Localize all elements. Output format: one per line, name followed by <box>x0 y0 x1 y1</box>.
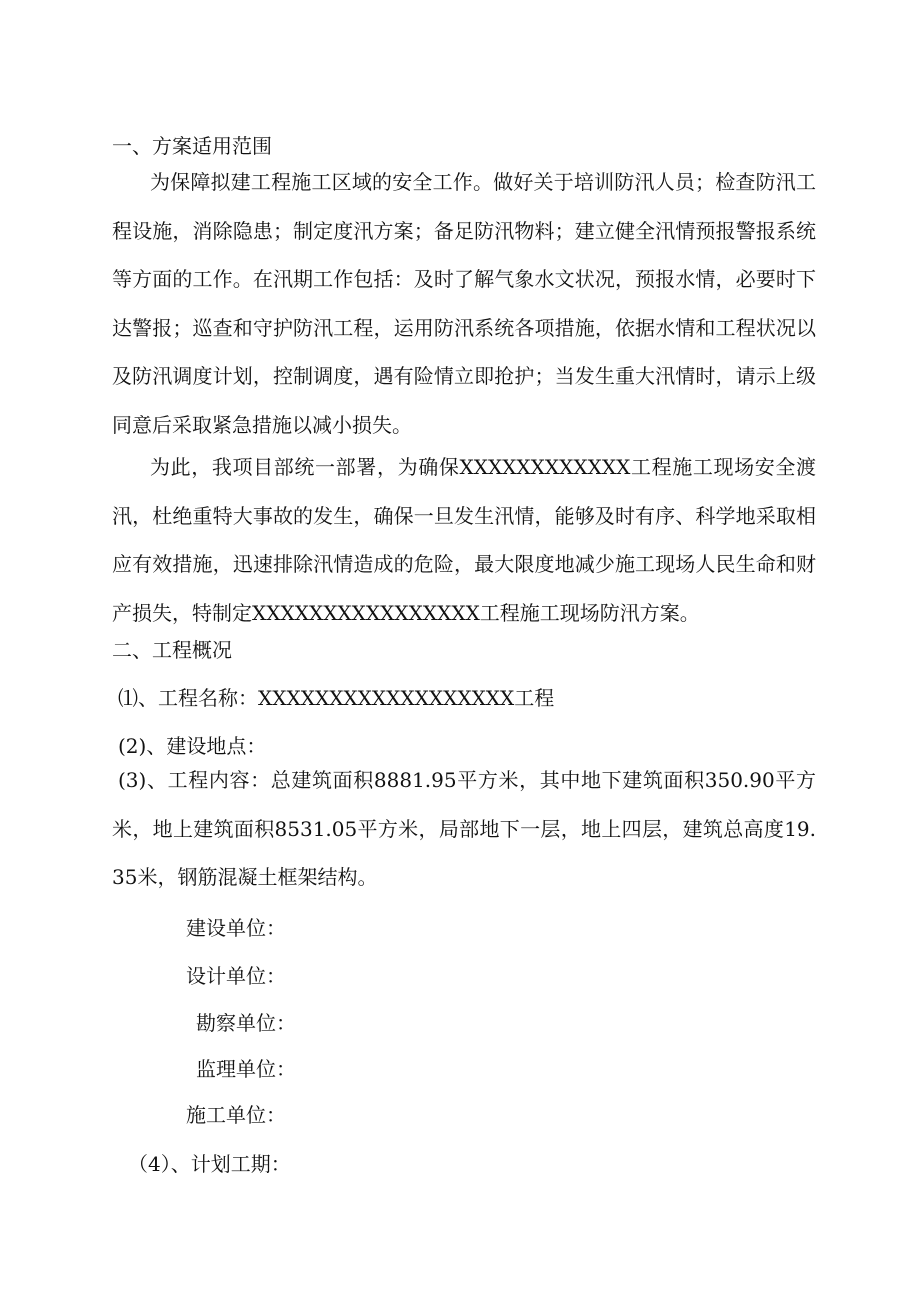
paragraph-purpose: 为此，我项目部统一部署，为确保XXXXXXXXXXXX工程施工现场安全渡汛，杜绝重特大事故的发生，确保一旦发生汛情，能够及时有序、科学地采取相应有效措施，迅速排除汛情造成的危险，最大限度地减少施工现场人民生命和财产损失，特制定XXXXXXXXXXXXXXXX工程施工现场防汛方案。 <box>112 455 816 625</box>
paragraph-safety-measures: 为保障拟建工程施工区域的安全工作。做好关于培训防汛人员；检查防汛工程设施，消除隐患；制定度汛方案；备足防汛物料；建立健全汛情预报警报系统等方面的工作。在汛期工作包括：及时了解气象水文状况，预报水情，必要时下达警报；巡查和守护防汛工程，运用防汛系统各项措施，依据水情和工程状况以及防汛调度计划，控制调度，遇有险情立即抢护；当发生重大汛情时，请示上级同意后采取紧急措施以减小损失。 <box>112 170 816 437</box>
section-heading-scope: 一、方案适用范围 <box>112 134 272 158</box>
survey-unit-label: 勘察单位： <box>196 1011 296 1035</box>
project-content-item: (3)、工程内容：总建筑面积8881.95平方米，其中地下建筑面积350.90平方米，地上建筑面积8531.05平方米，局部地下一层，地上四层，建筑总高度19.35米，钢筋混凝土框架结构。 <box>112 768 816 889</box>
project-name-item: ⑴、工程名称：XXXXXXXXXXXXXXXXXX工程 <box>118 686 555 710</box>
builder-unit-label: 施工单位： <box>186 1103 286 1127</box>
supervision-unit-label: 监理单位： <box>196 1057 296 1081</box>
design-unit-label: 设计单位： <box>186 964 286 988</box>
section-heading-overview: 二、工程概况 <box>112 638 232 662</box>
construction-unit-label: 建设单位： <box>186 916 286 940</box>
planned-schedule-item: （4）、计划工期： <box>128 1152 291 1176</box>
construction-site-item: (2)、建设地点： <box>118 734 267 758</box>
